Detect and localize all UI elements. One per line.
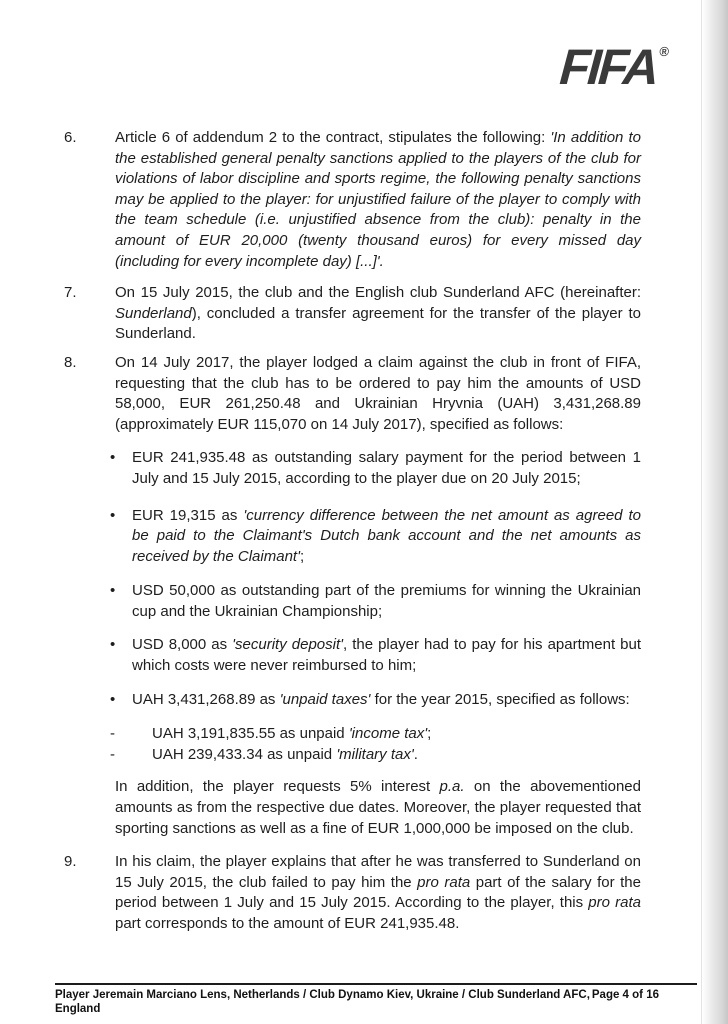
sub-item-1 <box>110 724 664 745</box>
bullet-text: EUR 241,935.48 as outstanding salary payment for the period between 1 July and 15 July 2015, according to the player due on 20 July 2015; <box>132 449 641 487</box>
page-footer <box>55 983 697 1016</box>
paragraph-text: On 14 July 2017, the player lodged a claim against the club in front of FIFA, requesting that the club has to be ordered to pay him the amounts of USD 58,000, EUR 261,250.48 and Ukrainian Hryvnia (UAH) 3,431,268.89 (approximately EUR 115,070 on 14 July 2017), specified as follows: <box>115 353 641 433</box>
fifa-logo <box>558 39 670 95</box>
bullet-item-4 <box>110 635 664 676</box>
registered-trademark-icon: ® <box>658 44 670 59</box>
bullet-text: USD 8,000 as 'security deposit', the player had to pay for his apartment but which costs were never reimbursed to him; <box>132 636 642 675</box>
document-body <box>64 128 664 935</box>
paragraph-8-continuation <box>64 777 664 839</box>
bullet-text: USD 50,000 as outstanding part of the premiums for winning the Ukrainian cup and the Ukrainian Championship; <box>132 582 641 620</box>
bullet-item-2 <box>110 506 664 568</box>
paragraph-8 <box>64 353 664 435</box>
paragraph-text: Article 6 of addendum 2 to the contract, stipulates the following: 'In addition to the established general penalty sanctions applied to the players of the club for violations of labor discipline and sports regime, the following penalty sanctions may be applied to the player: for unjustified failure of the player to comply with the team schedule (i.e. unjustified absence from the club): penalty in the amount of EUR 20,000 (twenty thousand euros) for every missed day (including for every incomplete day) [...]'. <box>115 129 641 270</box>
bullet-icon: • <box>110 690 116 708</box>
scan-edge-shadow <box>701 0 728 1024</box>
bullet-item-5 <box>110 690 664 711</box>
paragraph-9 <box>64 852 664 934</box>
dash-icon: - <box>110 745 115 763</box>
footer-case-line: Player Jeremain Marciano Lens, Netherlands / Club Dynamo Kiev, Ukraine / Club Sunderland AFC, England <box>55 989 590 1015</box>
bullet-item-3 <box>110 581 664 622</box>
bullet-icon: • <box>110 636 116 654</box>
bullet-icon: • <box>110 449 116 467</box>
bullet-icon: • <box>110 582 116 600</box>
bullet-icon: • <box>110 506 116 524</box>
sub-item-2 <box>110 745 664 766</box>
sub-item-text: UAH 239,433.34 as unpaid 'military tax'. <box>152 745 418 763</box>
bullet-text: EUR 19,315 as 'currency difference between the net amount as agreed to be paid to the Claimant's Dutch bank account and the net amounts as received by the Claimant'; <box>132 506 641 565</box>
fifa-logo-text: FIFA <box>558 39 659 95</box>
sub-item-text: UAH 3,191,835.55 as unpaid 'income tax'; <box>152 725 432 743</box>
bullet-item-1 <box>110 448 664 489</box>
paragraph-number: 9. <box>64 853 77 871</box>
paragraph-number: 8. <box>64 353 77 371</box>
paragraph-text: In his claim, the player explains that after he was transferred to Sunderland on 15 July 2015, the club failed to pay him the pro rata part of the salary for the period between 1 July and 15 July 2015. According to the player, this pro rata part corresponds to the amount of EUR 241,935.48. <box>115 853 641 932</box>
footer-page-number: Page 4 of 16 <box>591 989 659 1001</box>
dash-icon: - <box>110 725 115 743</box>
paragraph-text: In addition, the player requests 5% interest p.a. on the abovementioned amounts as from the respective due dates. Moreover, the player requested that sporting sanctions as well as a fine of EUR 1,000,000 be imposed on the club. <box>115 778 641 837</box>
bullet-text: UAH 3,431,268.89 as 'unpaid taxes' for the year 2015, specified as follows: <box>132 690 630 708</box>
paragraph-number: 6. <box>64 129 77 146</box>
paragraph-text: On 15 July 2015, the club and the English club Sunderland AFC (hereinafter: Sunderland), concluded a transfer agreement for the transfer of the player to Sunderland. <box>115 284 641 343</box>
paragraph-number: 7. <box>64 284 77 302</box>
paragraph-6 <box>64 128 664 272</box>
paragraph-7 <box>64 283 664 345</box>
